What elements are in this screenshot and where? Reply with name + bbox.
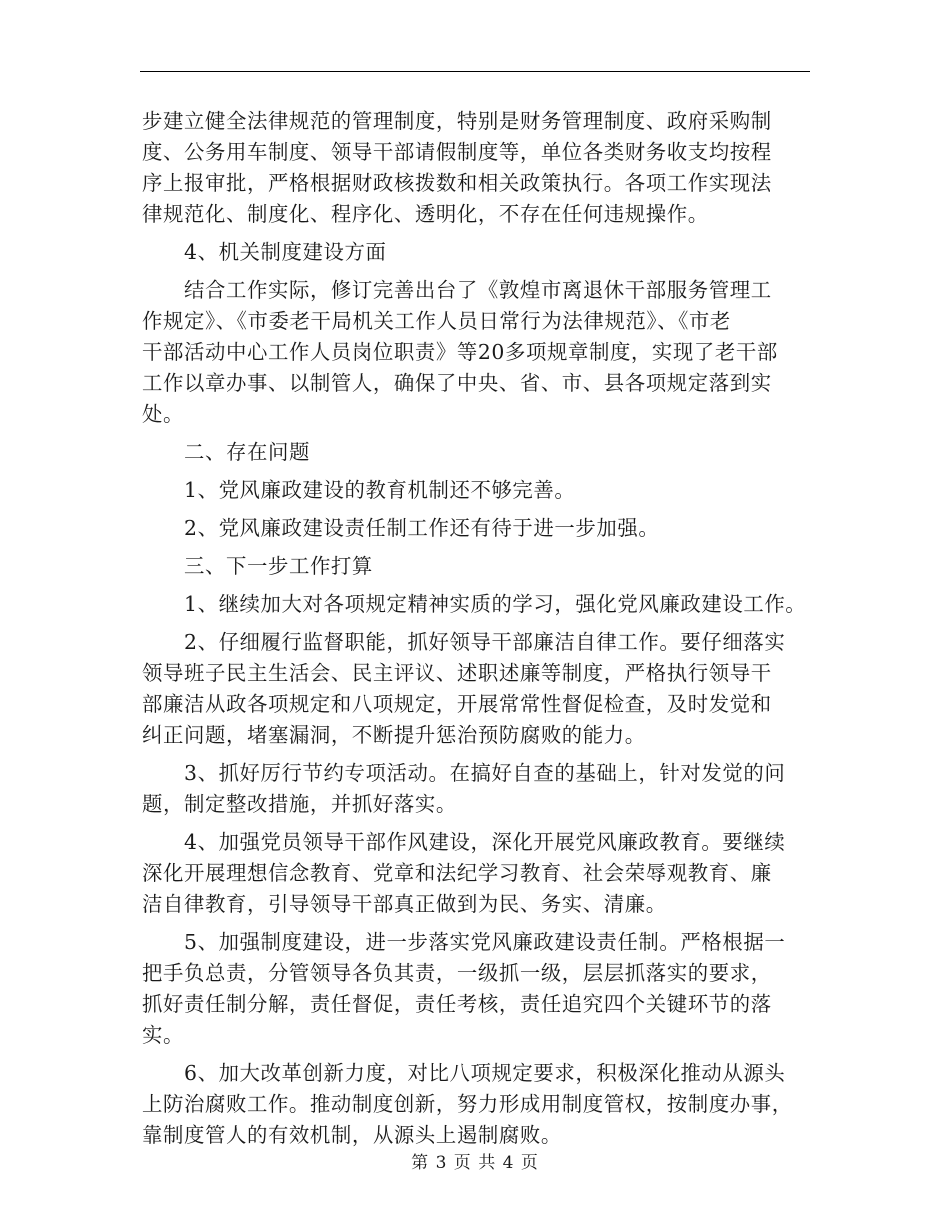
paragraph xyxy=(142,551,814,582)
paragraph xyxy=(142,827,814,920)
header-rule xyxy=(140,71,810,72)
text-line: 抓好责任制分解，责任督促，责任考核，责任追究四个关键环节的落 xyxy=(142,992,772,1016)
paragraph xyxy=(142,627,814,751)
text-line: 4、机关制度建设方面 xyxy=(184,240,387,264)
paragraph xyxy=(142,513,814,544)
text-line: 深化开展理想信念教育、党章和法纪学习教育、社会荣辱观教育、廉 xyxy=(142,861,772,885)
text-line: 部廉洁从政各项规定和八项规定，开展常常性督促检查，及时发觉和 xyxy=(142,692,772,716)
text-line: 序上报审批，严格根据财政核拨数和相关政策执行。各项工作实现法 xyxy=(142,171,772,195)
text-line: 二、存在问题 xyxy=(184,440,310,464)
text-line: 靠制度管人的有效机制，从源头上遏制腐败。 xyxy=(142,1123,562,1147)
text-line: 结合工作实际，修订完善出台了《敦煌市离退休干部服务管理工 xyxy=(184,278,772,302)
text-line: 1、继续加大对各项规定精神实质的学习，强化党风廉政建设工作。 xyxy=(184,592,807,616)
paragraph xyxy=(142,927,814,1051)
paragraph xyxy=(142,106,814,230)
paragraph xyxy=(142,475,814,506)
text-line: 1、党风廉政建设的教育机制还不够完善。 xyxy=(184,478,576,502)
text-line: 度、公务用车制度、领导干部请假制度等，单位各类财务收支均按程 xyxy=(142,140,772,164)
text-line: 工作以章办事、以制管人，确保了中央、省、市、县各项规定落到实 xyxy=(142,371,772,395)
text-line: 把手负总责，分管领导各负其责，一级抓一级，层层抓落实的要求， xyxy=(142,961,772,985)
text-line: 上防治腐败工作。推动制度创新，努力形成用制度管权，按制度办事， xyxy=(142,1092,793,1116)
page-number: 第 3 页 共 4 页 xyxy=(411,1153,539,1173)
text-line: 题，制定整改措施，并抓好落实。 xyxy=(142,792,457,816)
text-line: 2、党风廉政建设责任制工作还有待于进一步加强。 xyxy=(184,516,660,540)
text-line: 作规定》、《市委老干局机关工作人员日常行为法律规范》、《市老 xyxy=(142,309,731,333)
paragraph xyxy=(142,237,814,268)
paragraph xyxy=(142,1058,814,1151)
text-line: 3、抓好厉行节约专项活动。在搞好自查的基础上，针对发觉的问 xyxy=(184,761,786,785)
paragraph xyxy=(142,758,814,820)
text-line: 三、下一步工作打算 xyxy=(184,554,373,578)
text-line: 纠正问题，堵塞漏洞，不断提升惩治预防腐败的能力。 xyxy=(142,723,646,747)
text-line: 律规范化、制度化、程序化、透明化，不存在任何违规操作。 xyxy=(142,202,709,226)
document-body xyxy=(142,106,814,1151)
text-line: 6、加大改革创新力度，对比八项规定要求，积极深化推动从源头 xyxy=(184,1061,786,1085)
paragraph xyxy=(142,275,814,430)
text-line: 处。 xyxy=(142,402,184,426)
paragraph xyxy=(142,589,814,620)
text-line: 干部活动中心工作人员岗位职责》等20多项规章制度，实现了老干部 xyxy=(142,340,778,364)
paragraph xyxy=(142,437,814,468)
text-line: 洁自律教育，引导领导干部真正做到为民、务实、清廉。 xyxy=(142,892,667,916)
text-line: 步建立健全法律规范的管理制度，特别是财务管理制度、政府采购制 xyxy=(142,109,772,133)
text-line: 4、加强党员领导干部作风建设，深化开展党风廉政教育。要继续 xyxy=(184,830,786,854)
text-line: 2、仔细履行监督职能，抓好领导干部廉洁自律工作。要仔细落实 xyxy=(184,630,786,654)
text-line: 5、加强制度建设，进一步落实党风廉政建设责任制。严格根据一 xyxy=(184,930,786,954)
text-line: 实。 xyxy=(142,1023,184,1047)
text-line: 领导班子民主生活会、民主评议、述职述廉等制度，严格执行领导干 xyxy=(142,661,772,685)
